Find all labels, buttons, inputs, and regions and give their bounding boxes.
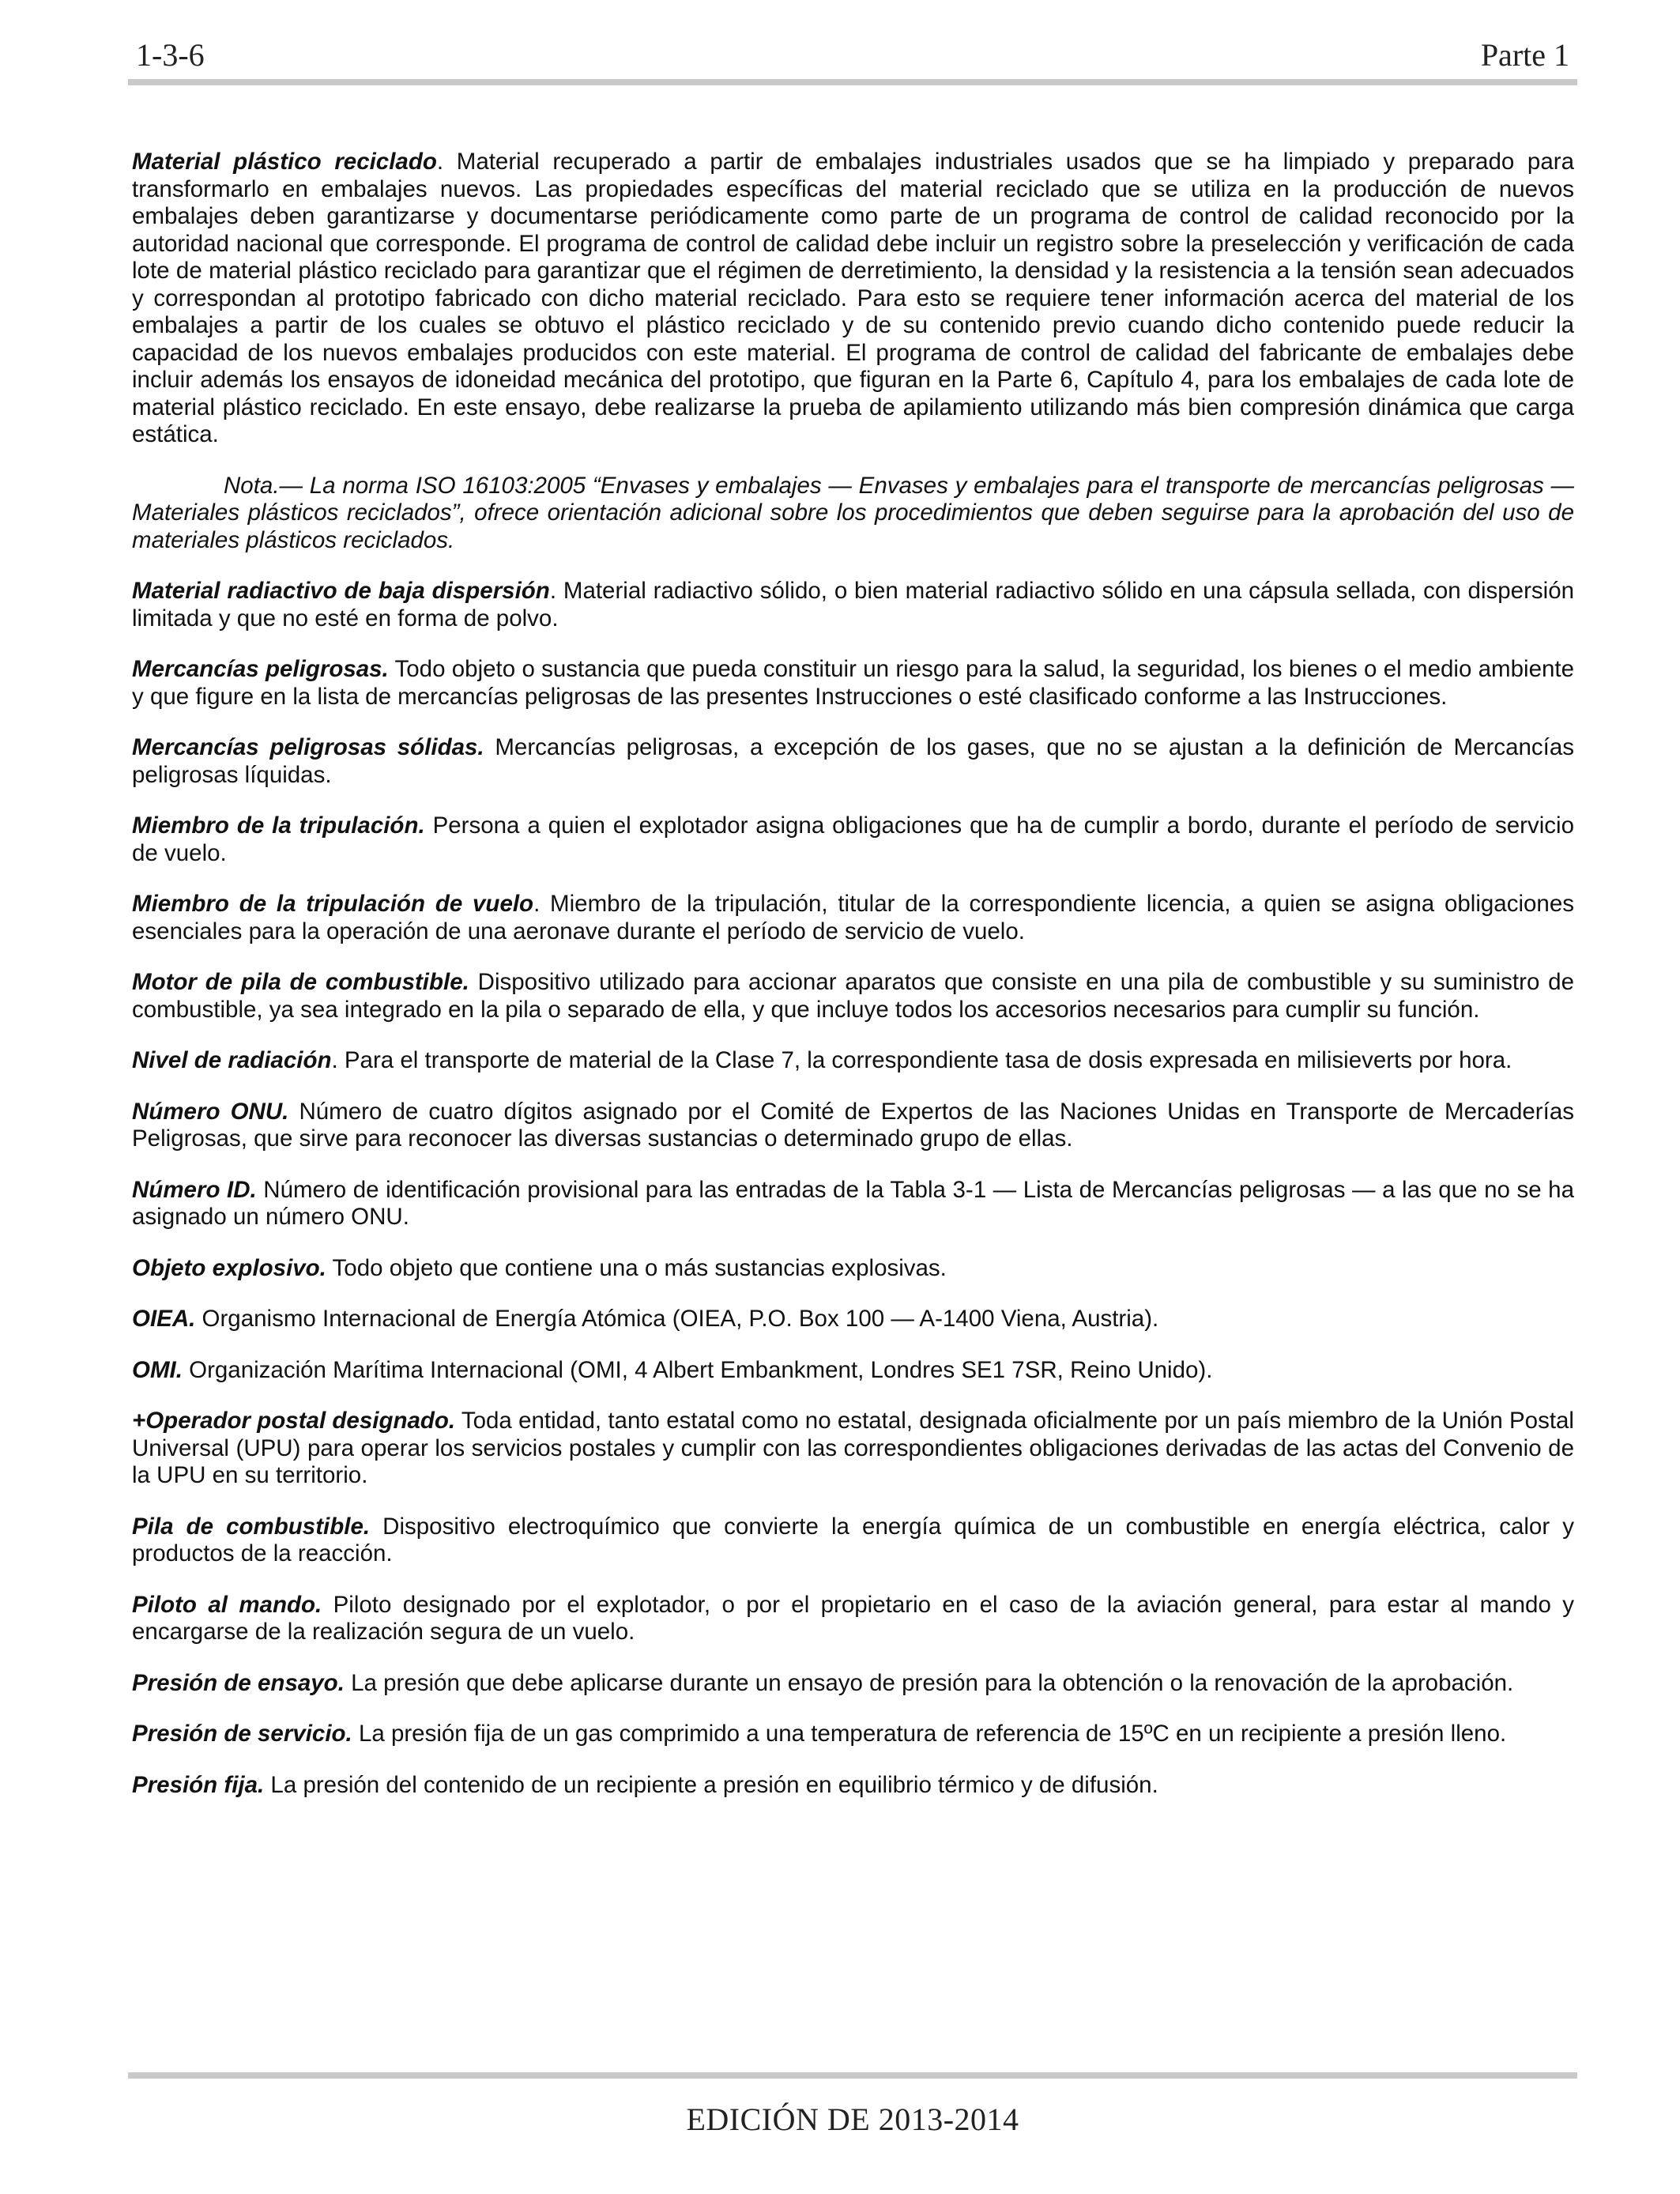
document-body: [132, 149, 1574, 1823]
definition-entry: Miembro de la tripulación de vuelo. Miembro de la tripulación, titular de la correspondiente licencia, a quien se asigna obligaciones esenciales para la operación de una aeronave durante el período de servicio de vuelo.: [132, 891, 1574, 944]
definition-term: Presión fija.: [132, 1771, 265, 1798]
definition-text: Piloto designado por el explotador, o por el propietario en el caso de la aviación general, para estar al mando y encargarse de la realización segura de un vuelo.: [132, 1591, 1574, 1645]
definition-entry: [132, 1514, 1574, 1568]
definition-entry: Material radiactivo de baja dispersión. Material radiactivo sólido, o bien material radiactivo sólido en una cápsula sellada, con dispersión limitada y que no esté en forma de polvo.: [132, 578, 1575, 631]
definition-entry: [132, 1306, 1574, 1333]
definition-text: La presión fija de un gas comprimido a una temperatura de referencia de 15ºC en un recipiente a presión lleno.: [352, 1721, 1507, 1747]
definition-term: OIEA.: [132, 1306, 196, 1332]
definition-term: +Operador postal designado.: [132, 1408, 456, 1434]
definition-term: Mercancías peligrosas.: [132, 656, 389, 682]
definition-text: Dispositivo utilizado para accionar aparatos que consiste en una pila de combustible y su suministro de combustible, ya sea integrado en la pila o separado de ella, y que incluye todos los accesorios necesarios para cumplir su función.: [132, 969, 1574, 1023]
definition-text: Para el transporte de material de la Clase 7, la correspondiente tasa de dosis expresada en milisieverts por hora.: [337, 1047, 1512, 1073]
definition-entry: [132, 1099, 1574, 1153]
definition-text: Número de identificación provisional para las entradas de la Tabla 3-1 — Lista de Mercancías peligrosas — a las que no se ha asignado un número ONU.: [132, 1176, 1574, 1230]
definition-entry: [132, 812, 1574, 867]
definition-entry: [132, 1592, 1574, 1646]
definition-text: Dispositivo electroquímico que convierte la energía química de un combustible en energía eléctrica, calor y productos de la reacción.: [132, 1513, 1574, 1566]
definition-entry: Material plástico reciclado. Material recuperado a partir de embalajes industriales usados que se ha limpiado y preparado para transformarlo en embalajes nuevos. Las propiedades específicas del material reciclado que se utiliza en la producción de nuevos embalajes deben garantizarse y documentarse periódicamente como parte de un programa de control de calidad reconocido por la autoridad nacional que corresponde. El programa de control de calidad debe incluir un registro sobre la preselección y verificación de cada lote de material plástico reciclado para garantizar que el régimen de derretimiento, la densidad y la resistencia a la tensión sean adecuados y correspondan al prototipo fabricado con dicho material reciclado. Para esto se requiere tener información acerca del material de los embalajes a partir de los cuales se obtuvo el plástico reciclado y de su contenido previo cuando dicho contenido puede reducir la capacidad de los nuevos embalajes producidos con este material. El programa de control de calidad del fabricante de embalajes debe incluir además los ensayos de idoneidad mecánica del prototipo, que figuran en la Parte 6, Capítulo 4, para los embalajes de cada lote de material plástico reciclado. En este ensayo, debe realizarse la prueba de apilamiento utilizando más bien compresión dinámica que carga estática.: [132, 149, 1574, 447]
definition-text: Material radiactivo sólido, o bien material radiactivo sólido en una cápsula sellada, con dispersión limitada y que no esté en forma de polvo.: [132, 578, 1575, 631]
definition-term: Presión de ensayo.: [132, 1669, 345, 1696]
definition-entry: Nivel de radiación. Para el transporte de material de la Clase 7, la correspondiente tasa de dosis expresada en milisieverts por hora.: [132, 1047, 1512, 1073]
definition-term: Número ID.: [132, 1176, 257, 1203]
definition-term: Pila de combustible.: [132, 1513, 371, 1540]
footer-rule: [128, 2072, 1577, 2079]
header-rule: [128, 79, 1577, 85]
definition-entry: [132, 1357, 1574, 1385]
definition-term: Presión de servicio.: [132, 1721, 352, 1747]
page-header: [128, 30, 1577, 77]
definition-entry: [132, 734, 1574, 789]
definition-text: La presión del contenido de un recipiente a presión en equilibrio térmico y de difusión.: [264, 1771, 1158, 1798]
definition-text: Persona a quien el explotador asigna obligaciones que ha de cumplir a bordo, durante el período de servicio de vuelo.: [132, 812, 1574, 866]
definition-entry: [132, 1408, 1574, 1490]
definition-text: La presión que debe aplicarse durante un ensayo de presión para la obtención o la renovación de la aprobación.: [344, 1669, 1514, 1696]
definition-term: Mercancías peligrosas sólidas.: [132, 734, 484, 760]
definition-term: Material radiactivo de baja dispersión: [132, 578, 550, 604]
definition-text: Toda entidad, tanto estatal como no estatal, designada oficialmente por un país miembro de la Unión Postal Universal (UPU) para operar los servicios postales y cumplir con las correspondientes obligaciones derivadas de las actas del Convenio de la UPU en su territorio.: [132, 1408, 1574, 1488]
definition-term: Material plástico reciclado: [132, 149, 437, 175]
definition-entry: [132, 1670, 1574, 1698]
definition-term: Miembro de la tripulación de vuelo: [132, 891, 534, 917]
definition-text: Miembro de la tripulación, titular de la correspondiente licencia, a quien se asigna obligaciones esenciales para la operación de una aeronave durante el período de servicio de vuelo.: [132, 891, 1574, 944]
page-number: 1-3-6: [136, 37, 205, 73]
definition-term: Miembro de la tripulación.: [132, 812, 425, 839]
definition-entry: [132, 1177, 1574, 1231]
definition-entry: [132, 1721, 1574, 1748]
definition-entry: [132, 969, 1574, 1023]
edition-footer: EDICIÓN DE 2013-2014: [686, 2102, 1019, 2137]
definition-text: Todo objeto que contiene una o más sustancias explosivas.: [326, 1254, 947, 1281]
definition-entry: [132, 1772, 1574, 1800]
definition-term: OMI.: [132, 1356, 183, 1383]
definition-term: Nivel de radiación: [132, 1047, 332, 1073]
definition-text: Organización Marítima Internacional (OMI, 4 Albert Embankment, Londres SE1 7SR, Reino Unido).: [182, 1356, 1213, 1383]
definition-text: Material recuperado a partir de embalajes industriales usados que se ha limpiado y preparado para transformarlo en embalajes nuevos. Las propiedades específicas del material reciclado que se utiliza en la producción de nuevos embalajes deben garantizarse y documentarse periódicamente como parte de un programa de control de calidad reconocido por la autoridad nacional que corresponde. El programa de control de calidad debe incluir un registro sobre la preselección y verificación de cada lote de material plástico reciclado para garantizar que el régimen de derretimiento, la densidad y la resistencia a la tensión sean adecuados y correspondan al prototipo fabricado con dicho material reciclado. Para esto se requiere tener información acerca del material de los embalajes a partir de los cuales se obtuvo el plástico reciclado y de su contenido previo cuando dicho contenido puede reducir la capacidad de los nuevos embalajes producidos con este material. El programa de control de calidad del fabricante de embalajes debe incluir además los ensayos de idoneidad mecánica del prototipo, que figuran en la Parte 6, Capítulo 4, para los embalajes de cada lote de material plástico reciclado. En este ensayo, debe realizarse la prueba de apilamiento utilizando más bien compresión dinámica que carga estática.: [132, 149, 1574, 447]
definition-text: Todo objeto o sustancia que pueda constituir un riesgo para la salud, la seguridad, los bienes o el medio ambiente y que figure en la lista de mercancías peligrosas de las presentes Instrucciones o esté clasificado conforme a las Instrucciones.: [132, 656, 1574, 710]
definition-entry: [132, 656, 1574, 711]
definition-text: Organismo Internacional de Energía Atómica (OIEA, P.O. Box 100 — A-1400 Viena, Austria).: [195, 1306, 1159, 1332]
definition-text: Número de cuatro dígitos asignado por el Comité de Expertos de las Naciones Unidas en Transporte de Mercaderías Peligrosas, que sirve para reconocer las diversas sustancias o determinado grupo de ellas.: [132, 1098, 1574, 1152]
definition-term: Motor de pila de combustible.: [132, 969, 469, 995]
definition-term: Piloto al mando.: [132, 1591, 322, 1618]
definition-entry: [132, 1255, 1574, 1283]
definition-text: Mercancías peligrosas, a excepción de los gases, que no se ajustan a la definición de Mercancías peligrosas líquidas.: [132, 734, 1574, 788]
note-paragraph: Nota.— La norma ISO 16103:2005 “Envases y embalajes — Envases y embalajes para el transporte de mercancías peligrosas — Materiales plásticos reciclados”, ofrece orientación adicional sobre los procedimientos que deben seguirse para la aprobación del uso de materiales plásticos reciclados.: [132, 472, 1574, 553]
definition-term: Objeto explosivo.: [132, 1254, 326, 1281]
part-label: Parte 1: [1480, 37, 1569, 73]
definition-term: Número ONU.: [132, 1098, 289, 1125]
